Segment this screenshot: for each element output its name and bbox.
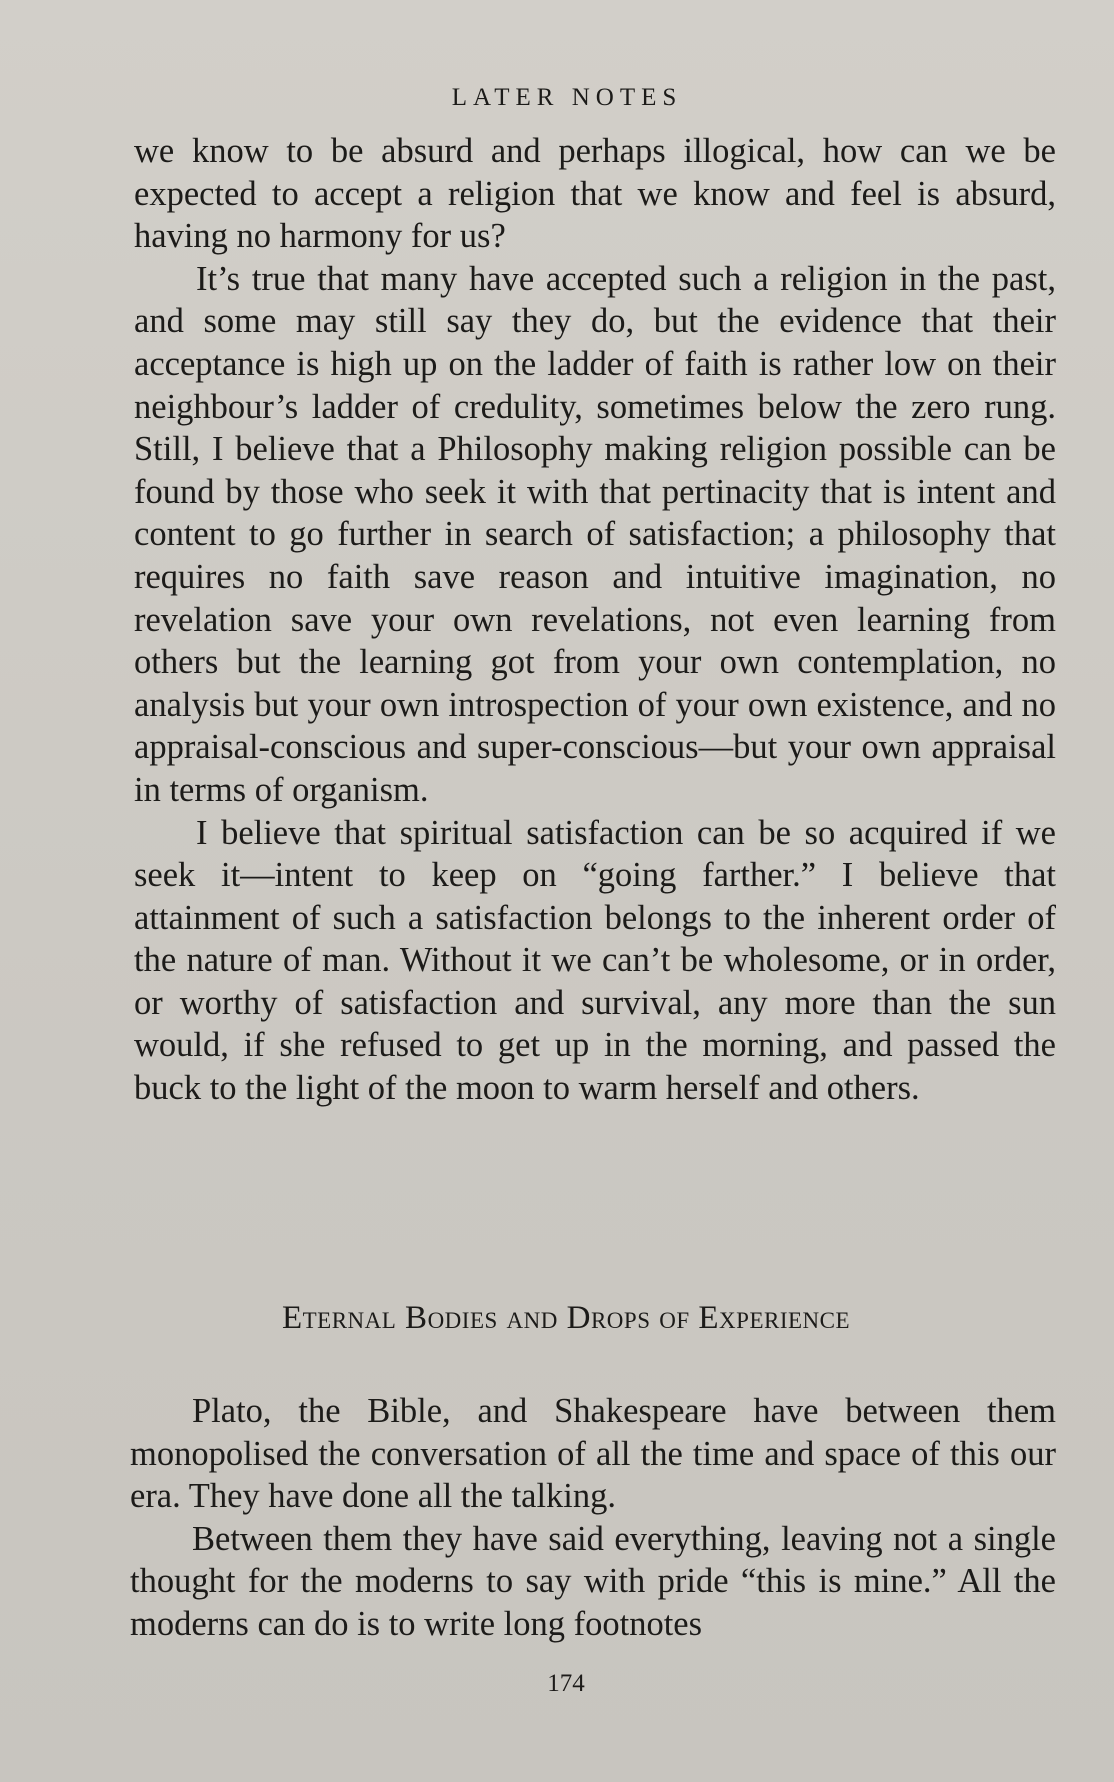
body-text (134, 130, 1056, 1110)
page-number: 174 (547, 1670, 585, 1697)
paragraph: It’s true that many have accepted such a religion in the past, and some may still say they do, but the evidence that their acceptance is high up on the ladder of faith is rather low on their neighbour’s ladder of credulity, sometimes below the zero rung. Still, I believe that a Philosophy making religion possible can be found by those who seek it with that pertinacity that is intent and content to go further in search of satisfaction; a philosophy that requires no faith save reason and intuitive imagination, no revelation save your own revelations, not even learning from others but the learning got from your own contemplation, no analysis but your own introspection of your own existence, and no appraisal-conscious and super-conscious—but your own appraisal in terms of organism. (134, 259, 1056, 809)
paragraph: Between them they have said everything, leaving not a single thought for the moderns to say with pride “this is mine.” All the moderns can do is to write long footnotes (130, 1519, 1056, 1643)
paragraph: Plato, the Bible, and Shakespeare have between them monopolised the conversation of all the time and space of this our era. They have done all the talking. (130, 1392, 1056, 1516)
section-heading: Eternal Bodies and Drops of Experience (281, 1300, 851, 1336)
paragraph: I believe that spiritual satisfaction can be so acquired if we seek it—intent to keep on “going farther.” I believe that attainment of such a satisfaction belongs to the inherent order of the nature of man. Without it we can’t be wholesome, or in order, or worthy of satisfaction and survival, any more than the sun would, if she refused to get up in the morning, and passed the buck to the light of the moon to warm herself and others. (134, 813, 1056, 1108)
paragraph-continued: we know to be absurd and perhaps illogical, how can we be expected to accept a religion that we know and feel is absurd, having no harmony for us? (134, 132, 1056, 256)
section-body-text (130, 1390, 1056, 1646)
running-head: LATER NOTES (451, 84, 683, 111)
